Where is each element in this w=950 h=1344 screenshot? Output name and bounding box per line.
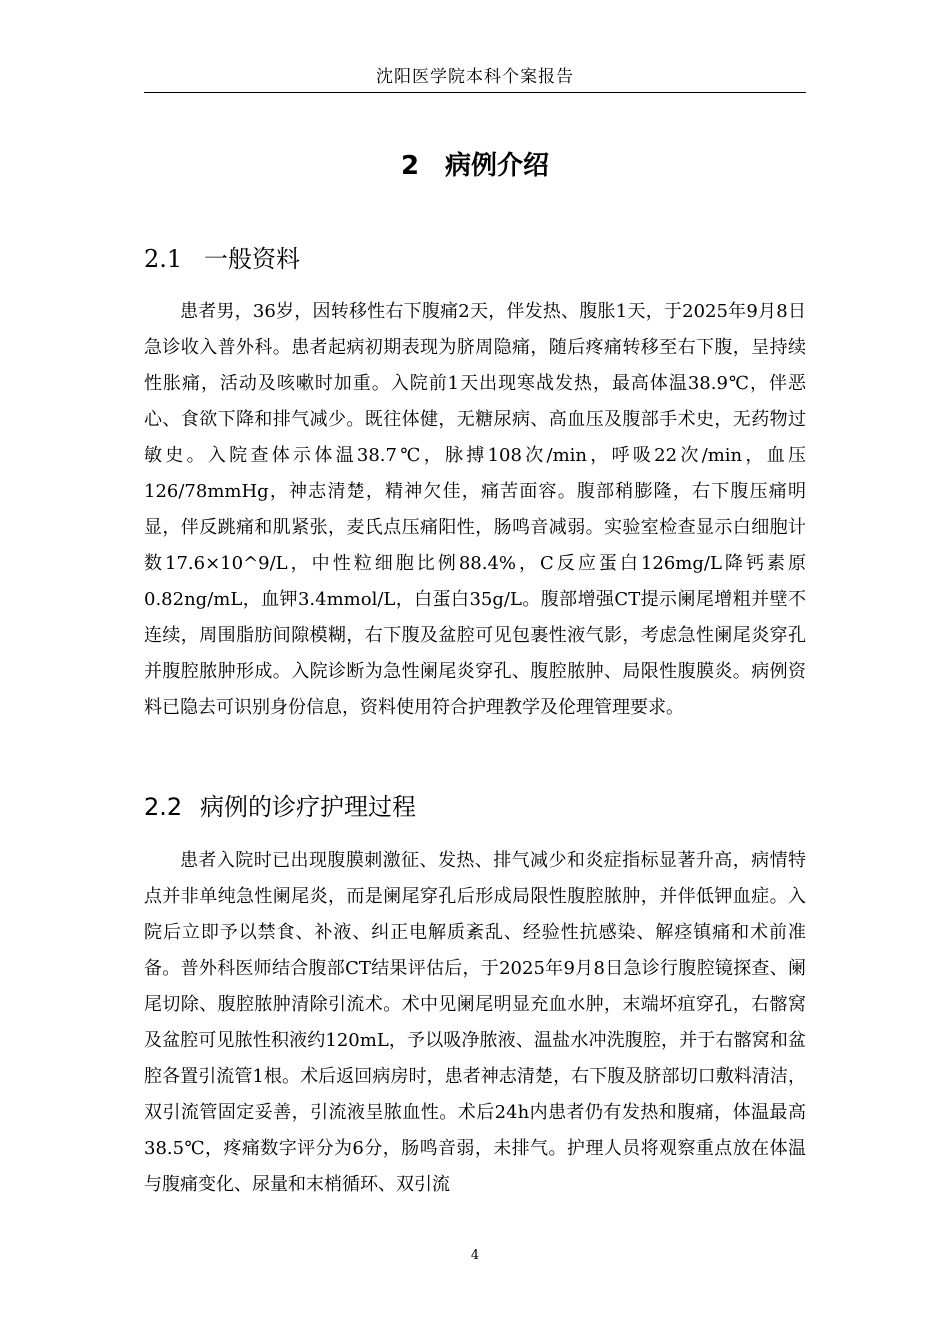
header-rule bbox=[144, 92, 806, 93]
paragraph-treatment-process: 患者入院时已出现腹膜刺激征、发热、排气减少和炎症指标显著升高，病情特点并非单纯急性阑尾炎，而是阑尾穿孔后形成局限性腹腔脓肿，并伴低钾血症。入院后立即予以禁食、补液、纠正电解质紊乱、经验性抗感染、解痉镇痛和术前准备。普外科医师结合腹部CT结果评估后，于2025年9月8日急诊行腹腔镜探查、阑尾切除、腹腔脓肿清除引流术。术中见阑尾明显充血水肿，末端坏疽穿孔，右髂窝及盆腔可见脓性积液约120mL，予以吸净脓液、温盐水冲洗腹腔，并于右髂窝和盆腔各置引流管1根。术后返回病房时，患者神志清楚，右下腹及脐部切口敷料清洁，双引流管固定妥善，引流液呈脓血性。术后24h内患者仍有发热和腹痛，体温最高38.5℃，疼痛数字评分为6分，肠鸣音弱，未排气。护理人员将观察重点放在体温与腹痛变化、尿量和末梢循环、双引流 bbox=[144, 850, 806, 1195]
section-title: 一般资料 bbox=[204, 245, 300, 273]
chapter-title-text: 病例介绍 bbox=[445, 151, 550, 181]
chapter-title bbox=[144, 148, 806, 184]
chapter-number: 2 bbox=[400, 151, 420, 181]
section-heading-treatment-process bbox=[144, 791, 416, 823]
running-header: 沈阳医学院本科个案报告 bbox=[376, 67, 574, 87]
section-number: 2.2 bbox=[144, 793, 183, 821]
section-number: 2.1 bbox=[144, 245, 183, 273]
section-heading-general-info bbox=[144, 243, 300, 275]
section-title: 病例的诊疗护理过程 bbox=[200, 793, 416, 821]
page-number: 4 bbox=[470, 1248, 480, 1263]
paragraph-general-info: 患者男，36岁，因转移性右下腹痛2天，伴发热、腹胀1天，于2025年9月8日急诊收入普外科。患者起病初期表现为脐周隐痛，随后疼痛转移至右下腹，呈持续性胀痛，活动及咳嗽时加重。入院前1天出现寒战发热，最高体温38.9℃，伴恶心、食欲下降和排气减少。既往体健，无糖尿病、高血压及腹部手术史，无药物过敏史。入院查体示体温38.7℃，脉搏108次/min，呼吸22次/min，血压126/78mmHg，神志清楚，精神欠佳，痛苦面容。腹部稍膨隆，右下腹压痛明显，伴反跳痛和肌紧张，麦氏点压痛阳性，肠鸣音减弱。实验室检查显示白细胞计数17.6×10^9/L，中性粒细胞比例88.4%，C反应蛋白126mg/L降钙素原0.82ng/mL，血钾3.4mmol/L，白蛋白35g/L。腹部增强CT提示阑尾增粗并壁不连续，周围脂肪间隙模糊，右下腹及盆腔可见包裹性液气影，考虑急性阑尾炎穿孔并腹腔脓肿形成。入院诊断为急性阑尾炎穿孔、腹腔脓肿、局限性腹膜炎。病例资料已隐去可识别身份信息，资料使用符合护理教学及伦理管理要求。 bbox=[144, 301, 806, 718]
